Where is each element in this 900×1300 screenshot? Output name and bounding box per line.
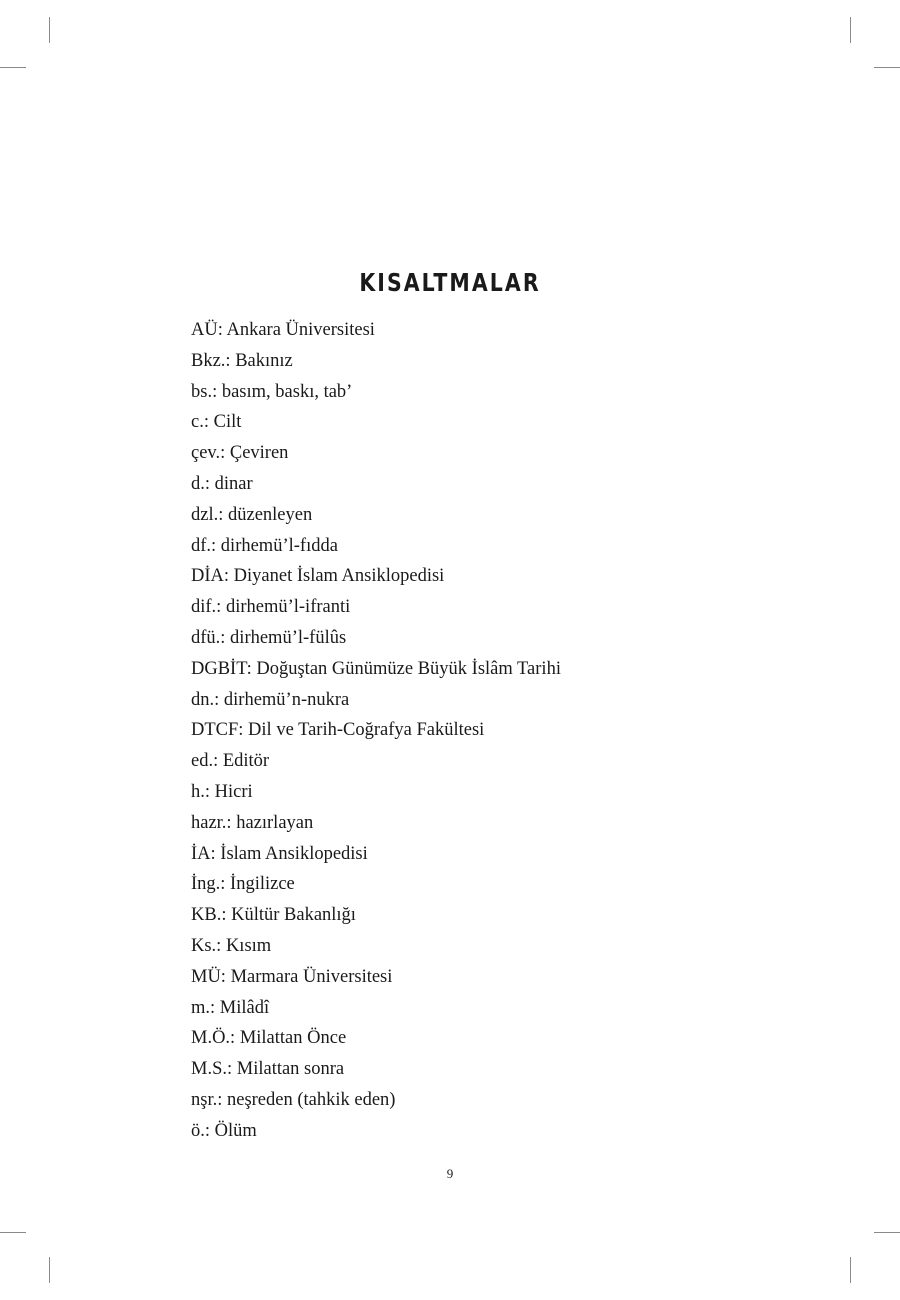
page-title: KISALTMALAR [359,268,541,297]
abbreviation-entry: ö.: Ölüm [191,1120,257,1141]
abbreviation-entry: M.S.: Milattan sonra [191,1059,345,1080]
abbreviation-entry: DTCF: Dil ve Tarih-Coğrafya Fakültesi [191,720,485,741]
crop-mark-top-right-vertical [850,17,851,43]
abbreviation-entry: çev.: Çeviren [191,443,289,464]
abbreviation-entry: dfü.: dirhemü’l-fülûs [191,627,347,648]
abbreviation-entry: DGBİT: Doğuştan Günümüze Büyük İslâm Tarihi [191,658,561,679]
crop-mark-bottom-right-vertical [850,1257,851,1283]
abbreviation-entry: df.: dirhemü’l-fıdda [191,535,338,556]
abbreviation-entry: MÜ: Marmara Üniversitesi [191,966,393,987]
crop-mark-bottom-left-vertical [49,1257,50,1283]
abbreviation-entry: c.: Cilt [191,412,242,433]
abbreviation-entry: dif.: dirhemü’l-ifranti [191,597,351,618]
abbreviation-entry: İA: İslam Ansiklopedisi [191,843,368,864]
crop-mark-top-left-vertical [49,17,50,43]
abbreviation-entry: h.: Hicri [191,781,253,802]
abbreviation-entry: bs.: basım, baskı, tab’ [191,381,353,402]
abbreviation-entry: d.: dinar [191,473,253,494]
abbreviation-entry: hazr.: hazırlayan [191,812,314,833]
abbreviation-entry: nşr.: neşreden (tahkik eden) [191,1089,396,1110]
crop-mark-top-right-horizontal [874,67,900,68]
abbreviation-entry: m.: Milâdî [191,997,270,1018]
abbreviation-list [191,315,561,1147]
crop-mark-bottom-right-horizontal [874,1232,900,1233]
page-number: 9 [446,1166,454,1181]
abbreviation-entry: M.Ö.: Milattan Önce [191,1028,347,1049]
abbreviation-entry: Bkz.: Bakınız [191,350,293,371]
abbreviation-entry: dn.: dirhemü’n-nukra [191,689,350,710]
abbreviation-entry: Ks.: Kısım [191,935,272,956]
abbreviation-entry: KB.: Kültür Bakanlığı [191,905,356,926]
abbreviation-entry: ed.: Editör [191,751,270,772]
abbreviation-entry: İng.: İngilizce [191,874,295,895]
abbreviation-entry: dzl.: düzenleyen [191,504,313,525]
abbreviation-entry: DİA: Diyanet İslam Ansiklopedisi [191,566,445,587]
crop-mark-top-left-horizontal [0,67,26,68]
crop-mark-bottom-left-horizontal [0,1232,26,1233]
abbreviation-entry: AÜ: Ankara Üniversitesi [191,320,375,340]
